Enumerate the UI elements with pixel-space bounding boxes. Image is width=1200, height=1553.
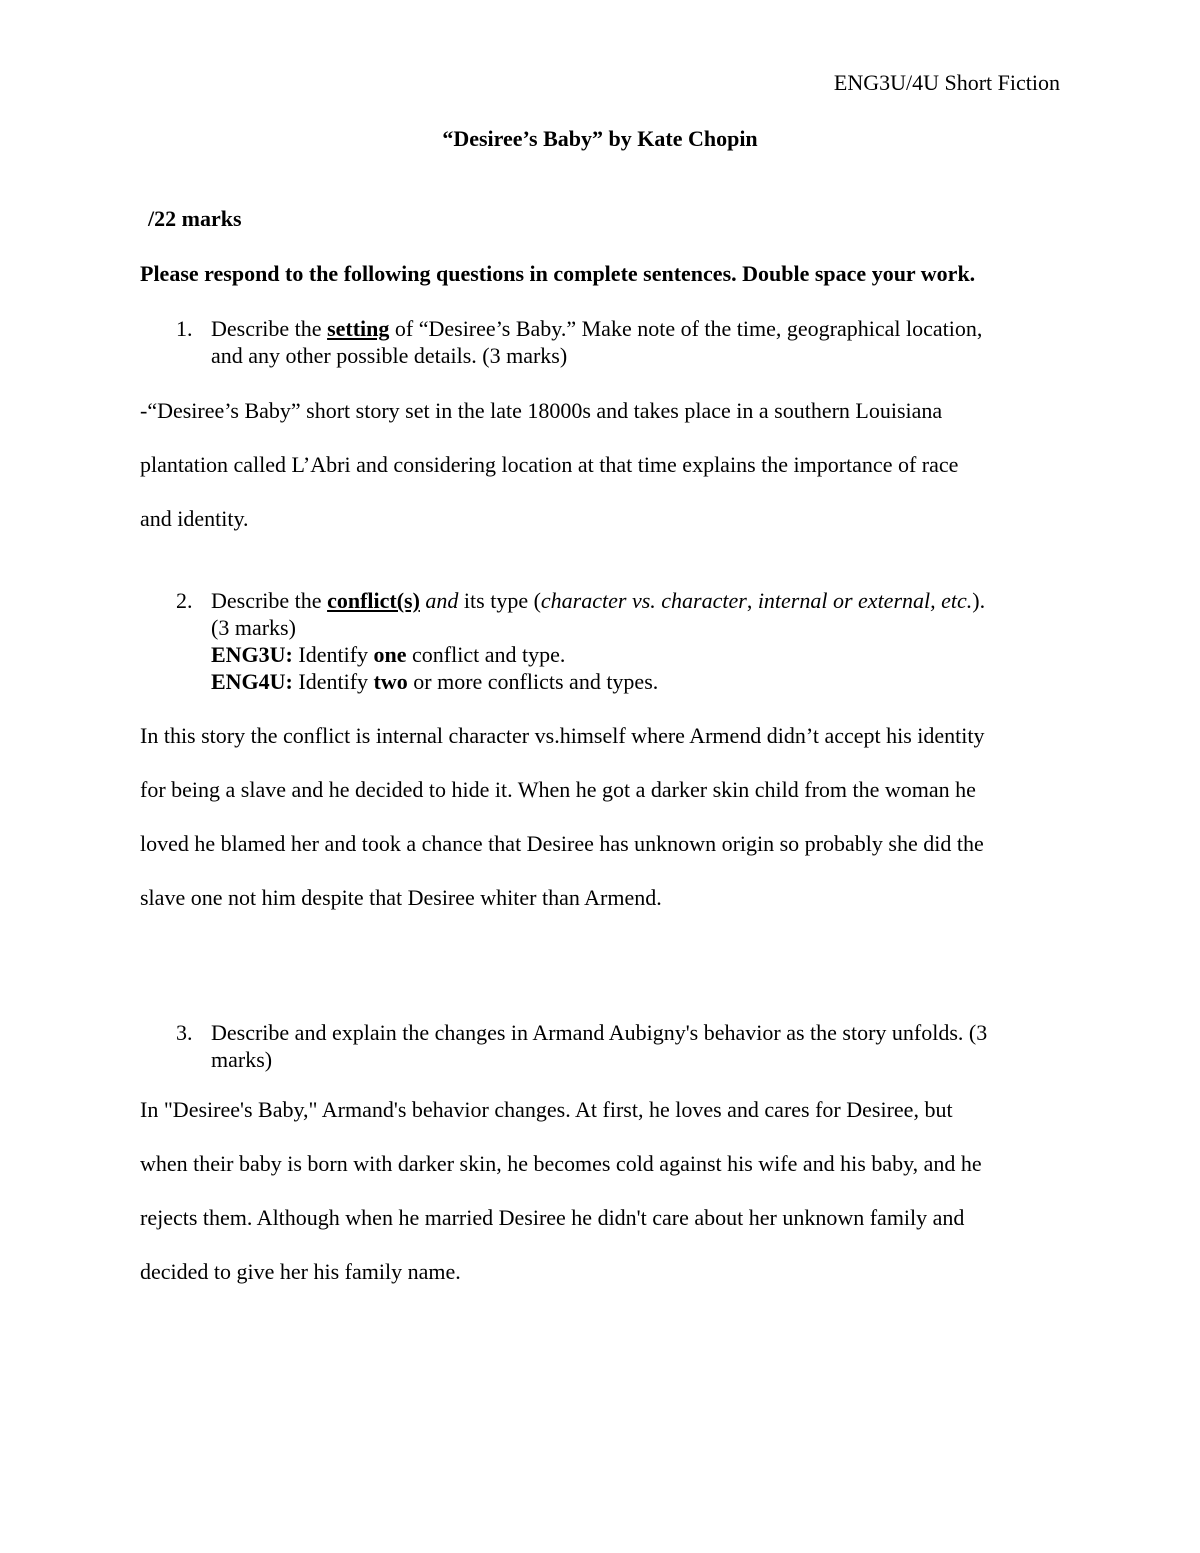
question-text: and any other possible details. (3 marks) xyxy=(211,343,568,368)
question-number: 1. xyxy=(176,316,193,341)
question-text: marks) xyxy=(211,1047,273,1072)
question-text: or more conflicts and types. xyxy=(407,669,659,694)
answer-line: loved he blamed her and took a chance that Desiree has unknown origin so probably she did the xyxy=(140,831,984,856)
question-keyword: setting xyxy=(327,316,390,341)
answer-line: In this story the conflict is internal character vs.himself where Armend didn’t accept his identity xyxy=(140,723,985,748)
eng3u-label: ENG3U: xyxy=(211,642,293,667)
question-keyword: conflict(s) xyxy=(327,588,420,613)
question-text: Identify xyxy=(292,642,374,667)
instructions: Please respond to the following questions in complete sentences. Double space your work. xyxy=(140,261,976,286)
question-text: and xyxy=(419,588,459,613)
question-number: 2. xyxy=(176,588,193,613)
question-keyword: two xyxy=(373,669,408,694)
question-example: internal or external, etc. xyxy=(757,588,973,613)
answer-line: and identity. xyxy=(140,506,249,531)
question-text: (3 marks) xyxy=(211,615,296,640)
question-text: Identify xyxy=(292,669,374,694)
answer-1 xyxy=(140,384,1080,546)
answer-line: for being a slave and he decided to hide it. When he got a darker skin child from the woman he xyxy=(140,777,976,802)
question-text: Describe the xyxy=(211,316,328,341)
question-text: conflict and type. xyxy=(406,642,566,667)
answer-2 xyxy=(140,709,1080,925)
question-text: , xyxy=(746,588,758,613)
question-1 xyxy=(176,315,1056,369)
answer-line: -“Desiree’s Baby” short story set in the late 18000s and takes place in a southern Louisiana xyxy=(140,398,943,423)
question-text: of “Desiree’s Baby.” Make note of the time, geographical location, xyxy=(389,316,983,341)
course-header: ENG3U/4U Short Fiction xyxy=(833,70,1060,95)
answer-line: decided to give her his family name. xyxy=(140,1259,461,1284)
question-text: its type ( xyxy=(458,588,541,613)
question-text: ). xyxy=(972,588,986,613)
answer-line: plantation called L’Abri and considering location at that time explains the importance of race xyxy=(140,452,959,477)
question-example: character vs. character xyxy=(540,588,747,613)
total-marks: /22 marks xyxy=(148,206,242,231)
document-title: “Desiree’s Baby” by Kate Chopin xyxy=(442,126,758,151)
answer-line: when their baby is born with darker skin, he becomes cold against his wife and his baby, and he xyxy=(140,1151,982,1176)
eng4u-label: ENG4U: xyxy=(211,669,293,694)
answer-line: In "Desiree's Baby," Armand's behavior changes. At first, he loves and cares for Desiree, but xyxy=(140,1097,953,1122)
question-2 xyxy=(176,587,1056,695)
answer-3 xyxy=(140,1083,1080,1299)
question-text: Describe the xyxy=(211,588,328,613)
answer-line: slave one not him despite that Desiree whiter than Armend. xyxy=(140,885,662,910)
question-number: 3. xyxy=(176,1020,193,1045)
question-keyword: one xyxy=(373,642,407,667)
answer-line: rejects them. Although when he married Desiree he didn't care about her unknown family and xyxy=(140,1205,965,1230)
question-3 xyxy=(176,1019,1056,1073)
question-text: Describe and explain the changes in Armand Aubigny's behavior as the story unfolds. (3 xyxy=(211,1020,988,1045)
